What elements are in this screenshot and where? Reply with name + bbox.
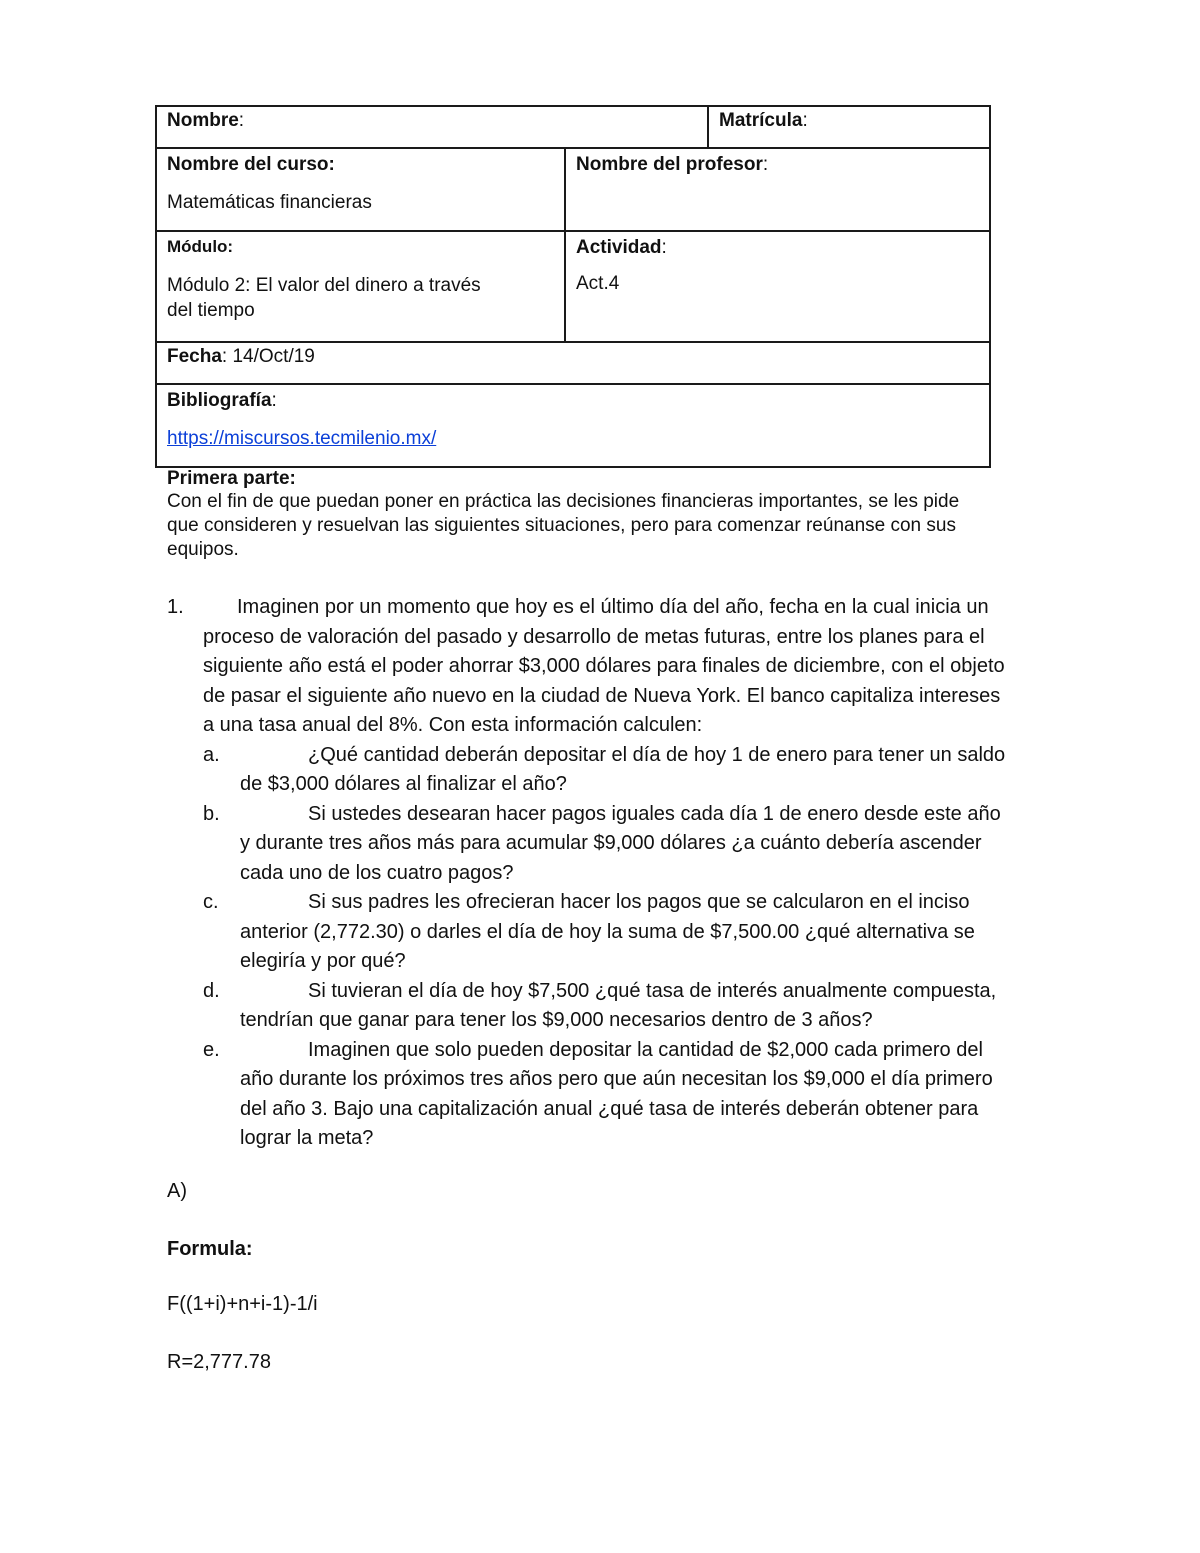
profesor-cell: Nombre del profesor: [565,148,990,231]
fecha-label: Fecha [167,346,222,367]
actividad-value: Act.4 [576,273,620,294]
sub-item-b: b. Si ustedes desearan hacer pagos iguales cada día 1 de enero desde este año y durante tres años más para acumular $9,000 dólares ¿a cuánto debería ascender cada uno de los cuatro pagos? [203,802,1001,884]
intro-paragraph: Con el fin de que puedan poner en práctica las decisiones financieras importantes, se les pide que consideren y resuelvan las siguientes situaciones, pero para comenzar reúnanse con sus equipos. [167,491,960,560]
header-table [155,105,991,468]
formula-text: F((1+i)+n+i-1)-1/i [167,1293,318,1315]
modulo-cell: Módulo: Módulo 2: El valor del dinero a través del tiempo [156,231,565,342]
question-list [167,593,1047,1154]
question-1: 1. Imaginen por un momento que hoy es el último día del año, fecha en la cual inicia un proceso de valoración del pasado y desarrollo de metas futuras, entre los planes para el siguiente año está el poder ahorrar $3,000 dólares para finales de diciembre, con el objeto de pasar el siguiente año nuevo en la ciudad de Nueva York. El banco capitaliza intereses a una tasa anual del 8%. Con esta información calculen: [167,593,1047,741]
matricula-cell: Matrícula: [708,106,990,148]
section-title: Primera parte: [167,468,296,489]
nombre-cell: Nombre: [156,106,708,148]
bibliografia-label: Bibliografía [167,390,272,411]
nombre-label: Nombre [167,110,239,131]
actividad-label: Actividad [576,237,662,258]
bibliografia-cell: Bibliografía: https://miscursos.tecmilenio.mx/ [156,384,990,467]
actividad-cell: Actividad: Act.4 [565,231,990,342]
answer-letter: A) [167,1180,187,1202]
sub-item-a: a. ¿Qué cantidad deberán depositar el día de hoy 1 de enero para tener un saldo de $3,000 dólares al finalizar el año? [203,743,1006,795]
matricula-label: Matrícula [719,110,803,131]
result-text: R=2,777.78 [167,1351,271,1373]
sub-item-e: e. Imaginen que solo pueden depositar la cantidad de $2,000 cada primero del año durante los próximos tres años pero que aún necesitan los $9,000 el día primero del año 3. Bajo una capitalización anual ¿qué tasa de interés deberán obtener para lograr la meta? [203,1038,993,1149]
curso-label: Nombre del curso: [167,154,335,175]
modulo-value: Módulo 2: El valor del dinero a través [167,275,481,296]
fecha-value: : 14/Oct/19 [221,346,315,367]
question-number: 1. [167,596,184,618]
profesor-label: Nombre del profesor [576,154,763,175]
sub-item-c: c. Si sus padres les ofrecieran hacer los pagos que se calcularon en el inciso anterior (2,772.30) o darles el día de hoy la suma de $7,500.00 ¿qué alternativa se elegiría y por qué? [203,891,975,972]
fecha-cell [156,342,990,384]
modulo-label: Módulo: [167,237,234,256]
curso-cell [156,148,565,231]
sub-item-d: d. Si tuvieran el día de hoy $7,500 ¿qué tasa de interés anualmente compuesta, tendrían que ganar para tener los $9,000 necesarios dentro de 3 años? [203,979,997,1031]
curso-value: Matemáticas financieras [167,192,372,213]
bibliografia-link[interactable]: https://miscursos.tecmilenio.mx/ [167,428,437,449]
formula-label: Formula: [167,1238,253,1260]
